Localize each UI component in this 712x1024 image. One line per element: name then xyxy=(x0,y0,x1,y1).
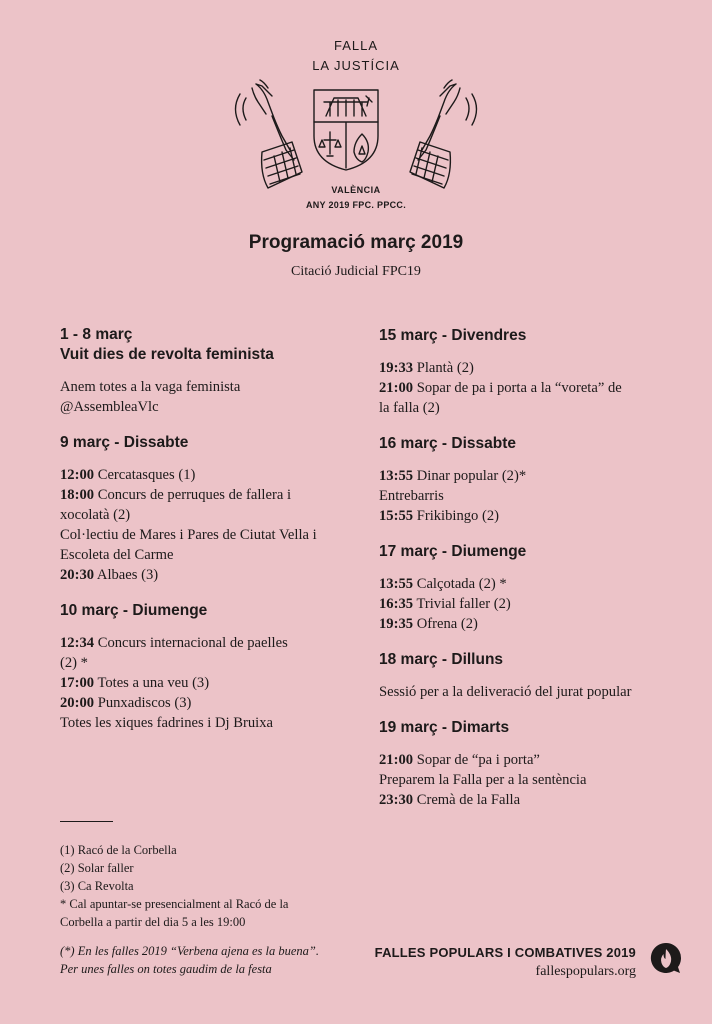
event-time: 20:30 xyxy=(60,567,95,583)
footnote-line: * Cal apuntar-se presencialment al Racó de la xyxy=(60,897,289,911)
event-list xyxy=(379,750,679,810)
event-text: Entrebarris xyxy=(379,488,444,504)
day-block xyxy=(379,434,679,526)
day-heading: 9 març - Dissabte xyxy=(60,434,189,451)
event-text: Ofrena (2) xyxy=(416,616,478,632)
event-row xyxy=(379,398,679,418)
logo-line3: VALÈNCIA xyxy=(331,185,381,195)
event-text: Calçotada (2) * xyxy=(416,576,507,592)
event-list xyxy=(60,633,360,733)
footer-brand xyxy=(375,944,636,982)
event-row xyxy=(379,594,679,614)
event-text: Cercatasques (1) xyxy=(97,467,196,483)
day-block xyxy=(379,718,679,810)
event-row xyxy=(60,525,360,545)
event-text: Totes a una veu (3) xyxy=(97,675,210,691)
event-row xyxy=(379,358,679,378)
event-list xyxy=(60,377,360,417)
verbena-note xyxy=(60,942,380,978)
event-row xyxy=(60,505,360,525)
day-heading: 15 març - Divendres xyxy=(379,327,527,344)
footnote-line: (1) Racó de la Corbella xyxy=(60,843,177,857)
falla-logo xyxy=(226,36,486,214)
event-text: Punxadiscos (3) xyxy=(97,695,192,711)
event-row xyxy=(60,713,360,733)
logo-line2: LA JUSTÍCIA xyxy=(312,58,400,73)
event-time: 13:55 xyxy=(379,576,414,592)
event-text: @AssembleaVlc xyxy=(60,399,159,415)
event-row xyxy=(60,377,360,397)
event-time: 20:00 xyxy=(60,695,95,711)
brand-name: FALLES POPULARS I COMBATIVES 2019 xyxy=(374,945,636,960)
schedule-right-column xyxy=(379,326,679,826)
event-list xyxy=(379,574,679,634)
event-text: Frikibingo (2) xyxy=(416,508,500,524)
page-title: Programació març 2019 xyxy=(248,232,464,253)
event-text: Cremà de la Falla xyxy=(416,792,521,808)
verbena-line2: Per unes falles on totes gaudim de la festa xyxy=(60,962,272,976)
event-list xyxy=(379,682,679,702)
event-row xyxy=(379,790,679,810)
event-row xyxy=(379,614,679,634)
page-subtitle: Citació Judicial FPC19 xyxy=(291,264,421,279)
event-text: Concurs internacional de paelles xyxy=(97,635,288,651)
event-time: 23:30 xyxy=(379,792,414,808)
day-heading: 16 març - Dissabte xyxy=(379,435,516,452)
event-text: xocolatà (2) xyxy=(60,507,131,523)
event-time: 13:55 xyxy=(379,468,414,484)
footnote-line: (3) Ca Revolta xyxy=(60,879,134,893)
logo-line1: FALLA xyxy=(333,38,379,53)
event-text: Dinar popular (2)* xyxy=(416,468,527,484)
event-row xyxy=(60,673,360,693)
event-text: Totes les xiques fadrines i Dj Bruixa xyxy=(60,715,273,731)
event-time: 21:00 xyxy=(379,380,414,396)
day-heading: 18 març - Dilluns xyxy=(379,651,504,668)
day-block xyxy=(379,326,679,418)
event-text: Concurs de perruques de fallera i xyxy=(97,487,292,503)
event-text: Sessió per a la deliveració del jurat popular xyxy=(379,684,632,700)
day-block xyxy=(379,650,679,702)
left-hand-icon xyxy=(236,80,303,188)
event-text: (2) * xyxy=(60,655,88,671)
event-time: 12:34 xyxy=(60,635,95,651)
day-heading xyxy=(60,325,360,365)
day-heading: 17 març - Diumenge xyxy=(379,543,527,560)
event-text: Albaes (3) xyxy=(96,567,159,583)
day-block xyxy=(60,433,360,585)
brand-url[interactable]: fallespopulars.org xyxy=(535,964,636,979)
event-row xyxy=(60,545,360,565)
day-block xyxy=(60,601,360,733)
event-text: Col·lectiu de Mares i Pares de Ciutat Vella i xyxy=(60,527,317,543)
event-row xyxy=(60,397,360,417)
event-time: 16:35 xyxy=(379,596,414,612)
event-time: 19:33 xyxy=(379,360,414,376)
flame-bubble-icon xyxy=(650,942,682,974)
event-row xyxy=(379,486,679,506)
day-heading: 19 març - Dimarts xyxy=(379,719,510,736)
event-text: Anem totes a la vaga feminista xyxy=(60,379,241,395)
event-text: Preparem la Falla per a la sentència xyxy=(379,772,587,788)
footnote-line: Corbella a partir del dia 5 a les 19:00 xyxy=(60,915,246,929)
event-list xyxy=(379,358,679,418)
event-row xyxy=(379,506,679,526)
event-row xyxy=(379,378,679,398)
logo-line4: ANY 2019 FPC. PPCC. xyxy=(305,200,407,210)
day-heading-date: 1 - 8 març xyxy=(60,326,133,343)
event-time: 21:00 xyxy=(379,752,414,768)
event-row xyxy=(379,750,679,770)
footnotes xyxy=(60,841,340,931)
event-text: Escoleta del Carme xyxy=(60,547,174,563)
event-text: Sopar de “pa i porta” xyxy=(416,752,540,768)
event-row xyxy=(60,485,360,505)
event-time: 18:00 xyxy=(60,487,95,503)
day-heading: 10 març - Diumenge xyxy=(60,602,208,619)
event-row xyxy=(379,466,679,486)
event-list xyxy=(379,466,679,526)
day-block xyxy=(60,325,360,417)
event-row xyxy=(60,693,360,713)
event-text: Trivial faller (2) xyxy=(416,596,511,612)
event-time: 12:00 xyxy=(60,467,95,483)
event-list xyxy=(60,465,360,585)
event-text: la falla (2) xyxy=(379,400,440,416)
shield-icon xyxy=(314,90,378,170)
footnote-line: (2) Solar faller xyxy=(60,861,134,875)
event-text: Plantà (2) xyxy=(416,360,474,376)
day-heading-theme: Vuit dies de revolta feminista xyxy=(60,346,274,363)
event-row xyxy=(379,770,679,790)
event-time: 15:55 xyxy=(379,508,414,524)
event-time: 17:00 xyxy=(60,675,95,691)
event-time: 19:35 xyxy=(379,616,414,632)
event-row xyxy=(60,465,360,485)
event-row xyxy=(60,653,360,673)
right-hand-icon xyxy=(410,80,477,188)
footnote-divider xyxy=(60,821,113,822)
verbena-line1: (*) En les falles 2019 “Verbena ajena es la buena”. xyxy=(60,944,319,958)
day-block xyxy=(379,542,679,634)
event-row xyxy=(60,565,360,585)
schedule-left-column xyxy=(60,325,360,749)
event-row xyxy=(60,633,360,653)
event-row xyxy=(379,574,679,594)
event-text: Sopar de pa i porta a la “voreta” de xyxy=(416,380,622,396)
event-row xyxy=(379,682,679,702)
